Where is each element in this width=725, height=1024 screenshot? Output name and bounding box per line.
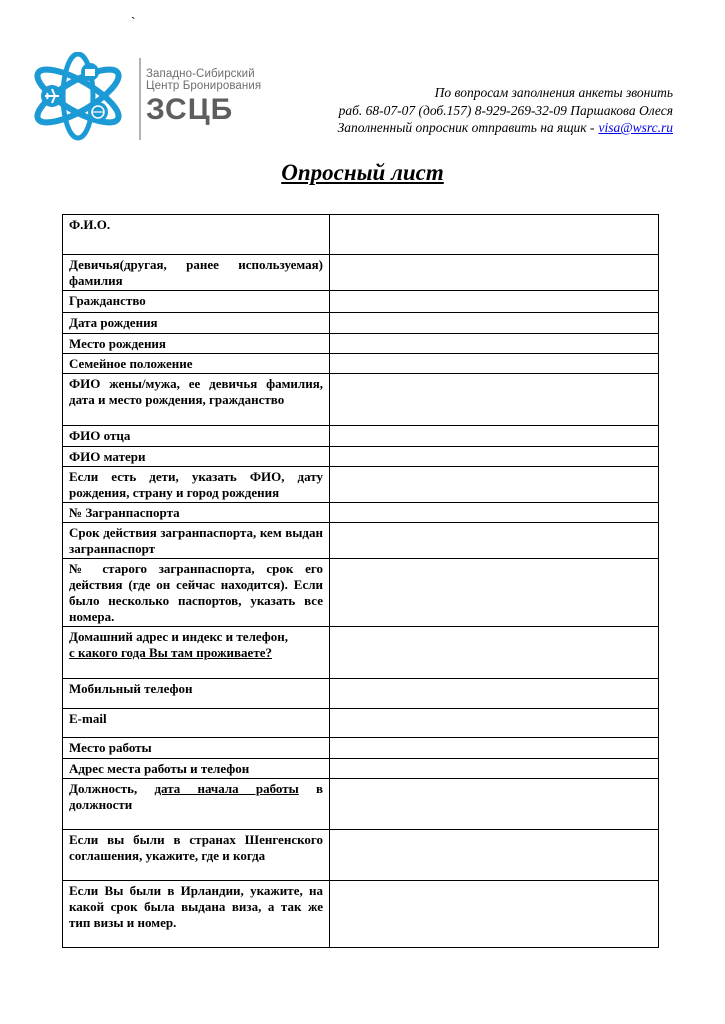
question-label: № старого загранпаспорта, срок его действия (где он сейчас находится). Если было несколько паспортов, указать все номера. xyxy=(63,559,330,627)
question-label: Если вы были в странах Шенгенского соглашения, укажите, где и когда xyxy=(63,830,330,881)
table-row xyxy=(63,779,659,830)
logo-abbreviation: ЗСЦБ xyxy=(146,93,234,126)
table-row xyxy=(63,447,659,467)
question-label: Дата рождения xyxy=(63,313,330,334)
logo-line-2: Центр Бронирования xyxy=(146,80,262,92)
answer-field[interactable] xyxy=(330,830,659,881)
questionnaire-table xyxy=(62,214,659,948)
briefcase-icon xyxy=(85,69,95,76)
question-label: Срок действия загранпаспорта, кем выдан загранпаспорт xyxy=(63,523,330,559)
question-label: Мобильный телефон xyxy=(63,679,330,709)
answer-field[interactable] xyxy=(330,426,659,447)
answer-field[interactable] xyxy=(330,881,659,948)
answer-field[interactable] xyxy=(330,679,659,709)
contact-info xyxy=(338,84,673,137)
answer-field[interactable] xyxy=(330,523,659,559)
question-label: Девичья(другая, ранее используемая) фамилия xyxy=(63,255,330,291)
table-row xyxy=(63,559,659,627)
contact-line-1: По вопросам заполнения анкеты звонить xyxy=(434,85,673,100)
answer-field[interactable] xyxy=(330,738,659,759)
question-label: ФИО отца xyxy=(63,426,330,447)
question-label: ФИО матери xyxy=(63,447,330,467)
answer-field[interactable] xyxy=(330,291,659,313)
contact-line-3 xyxy=(338,119,673,137)
contact-email-link[interactable]: visa@wsrc.ru xyxy=(598,120,673,135)
table-row xyxy=(63,354,659,374)
question-label xyxy=(63,779,330,830)
question-label: Семейное положение xyxy=(63,354,330,374)
question-label: ФИО жены/мужа, ее девичья фамилия, дата и место рождения, гражданство xyxy=(63,374,330,426)
table-row xyxy=(63,255,659,291)
table-row xyxy=(63,215,659,255)
answer-field[interactable] xyxy=(330,334,659,354)
position-label: Должность, xyxy=(69,781,138,796)
answer-field[interactable] xyxy=(330,313,659,334)
answer-field[interactable] xyxy=(330,354,659,374)
question-label: E-mail xyxy=(63,709,330,738)
position-suffix: в должности xyxy=(69,781,323,812)
table-row xyxy=(63,738,659,759)
logo-line-1: Западно-Сибирский xyxy=(146,68,255,80)
question-label: Ф.И.О. xyxy=(63,215,330,255)
answer-field[interactable] xyxy=(330,374,659,426)
table-row xyxy=(63,830,659,881)
page-title: Опросный лист xyxy=(281,160,444,185)
question-label: Место работы xyxy=(63,738,330,759)
residence-since-label: с какого года Вы там проживаете? xyxy=(69,645,272,660)
table-row xyxy=(63,679,659,709)
table-row xyxy=(63,709,659,738)
answer-field[interactable] xyxy=(330,215,659,255)
table-row xyxy=(63,426,659,447)
answer-field[interactable] xyxy=(330,447,659,467)
question-label: Если есть дети, указать ФИО, дату рождения, страну и город рождения xyxy=(63,467,330,503)
answer-field[interactable] xyxy=(330,255,659,291)
question-label: № Загранпаспорта xyxy=(63,503,330,523)
answer-field[interactable] xyxy=(330,779,659,830)
question-label: Гражданство xyxy=(63,291,330,313)
tick-mark: ` xyxy=(131,14,136,29)
table-row xyxy=(63,627,659,679)
answer-field[interactable] xyxy=(330,503,659,523)
answer-field[interactable] xyxy=(330,467,659,503)
table-row xyxy=(63,313,659,334)
contact-line-2: раб. 68-07-07 (доб.157) 8-929-269-32-09 Паршакова Олеся xyxy=(338,102,673,118)
answer-field[interactable] xyxy=(330,627,659,679)
contact-email-prefix: Заполненный опросник отправить на ящик - xyxy=(337,120,595,135)
table-row xyxy=(63,881,659,948)
work-start-date-label: дата начала работы xyxy=(154,781,299,796)
table-row xyxy=(63,291,659,313)
answer-field[interactable] xyxy=(330,759,659,779)
table-row xyxy=(63,467,659,503)
table-row xyxy=(63,759,659,779)
table-row xyxy=(63,523,659,559)
table-row xyxy=(63,503,659,523)
question-label: Адрес места работы и телефон xyxy=(63,759,330,779)
table-row xyxy=(63,334,659,354)
logo-text xyxy=(146,68,261,126)
question-label xyxy=(63,627,330,679)
question-label: Место рождения xyxy=(63,334,330,354)
home-address-label: Домашний адрес и индекс и телефон, xyxy=(69,629,289,644)
question-label: Если Вы были в Ирландии, укажите, на какой срок была выдана виза, а так же тип визы и номер. xyxy=(63,881,330,948)
table-row xyxy=(63,374,659,426)
answer-field[interactable] xyxy=(330,559,659,627)
answer-field[interactable] xyxy=(330,709,659,738)
